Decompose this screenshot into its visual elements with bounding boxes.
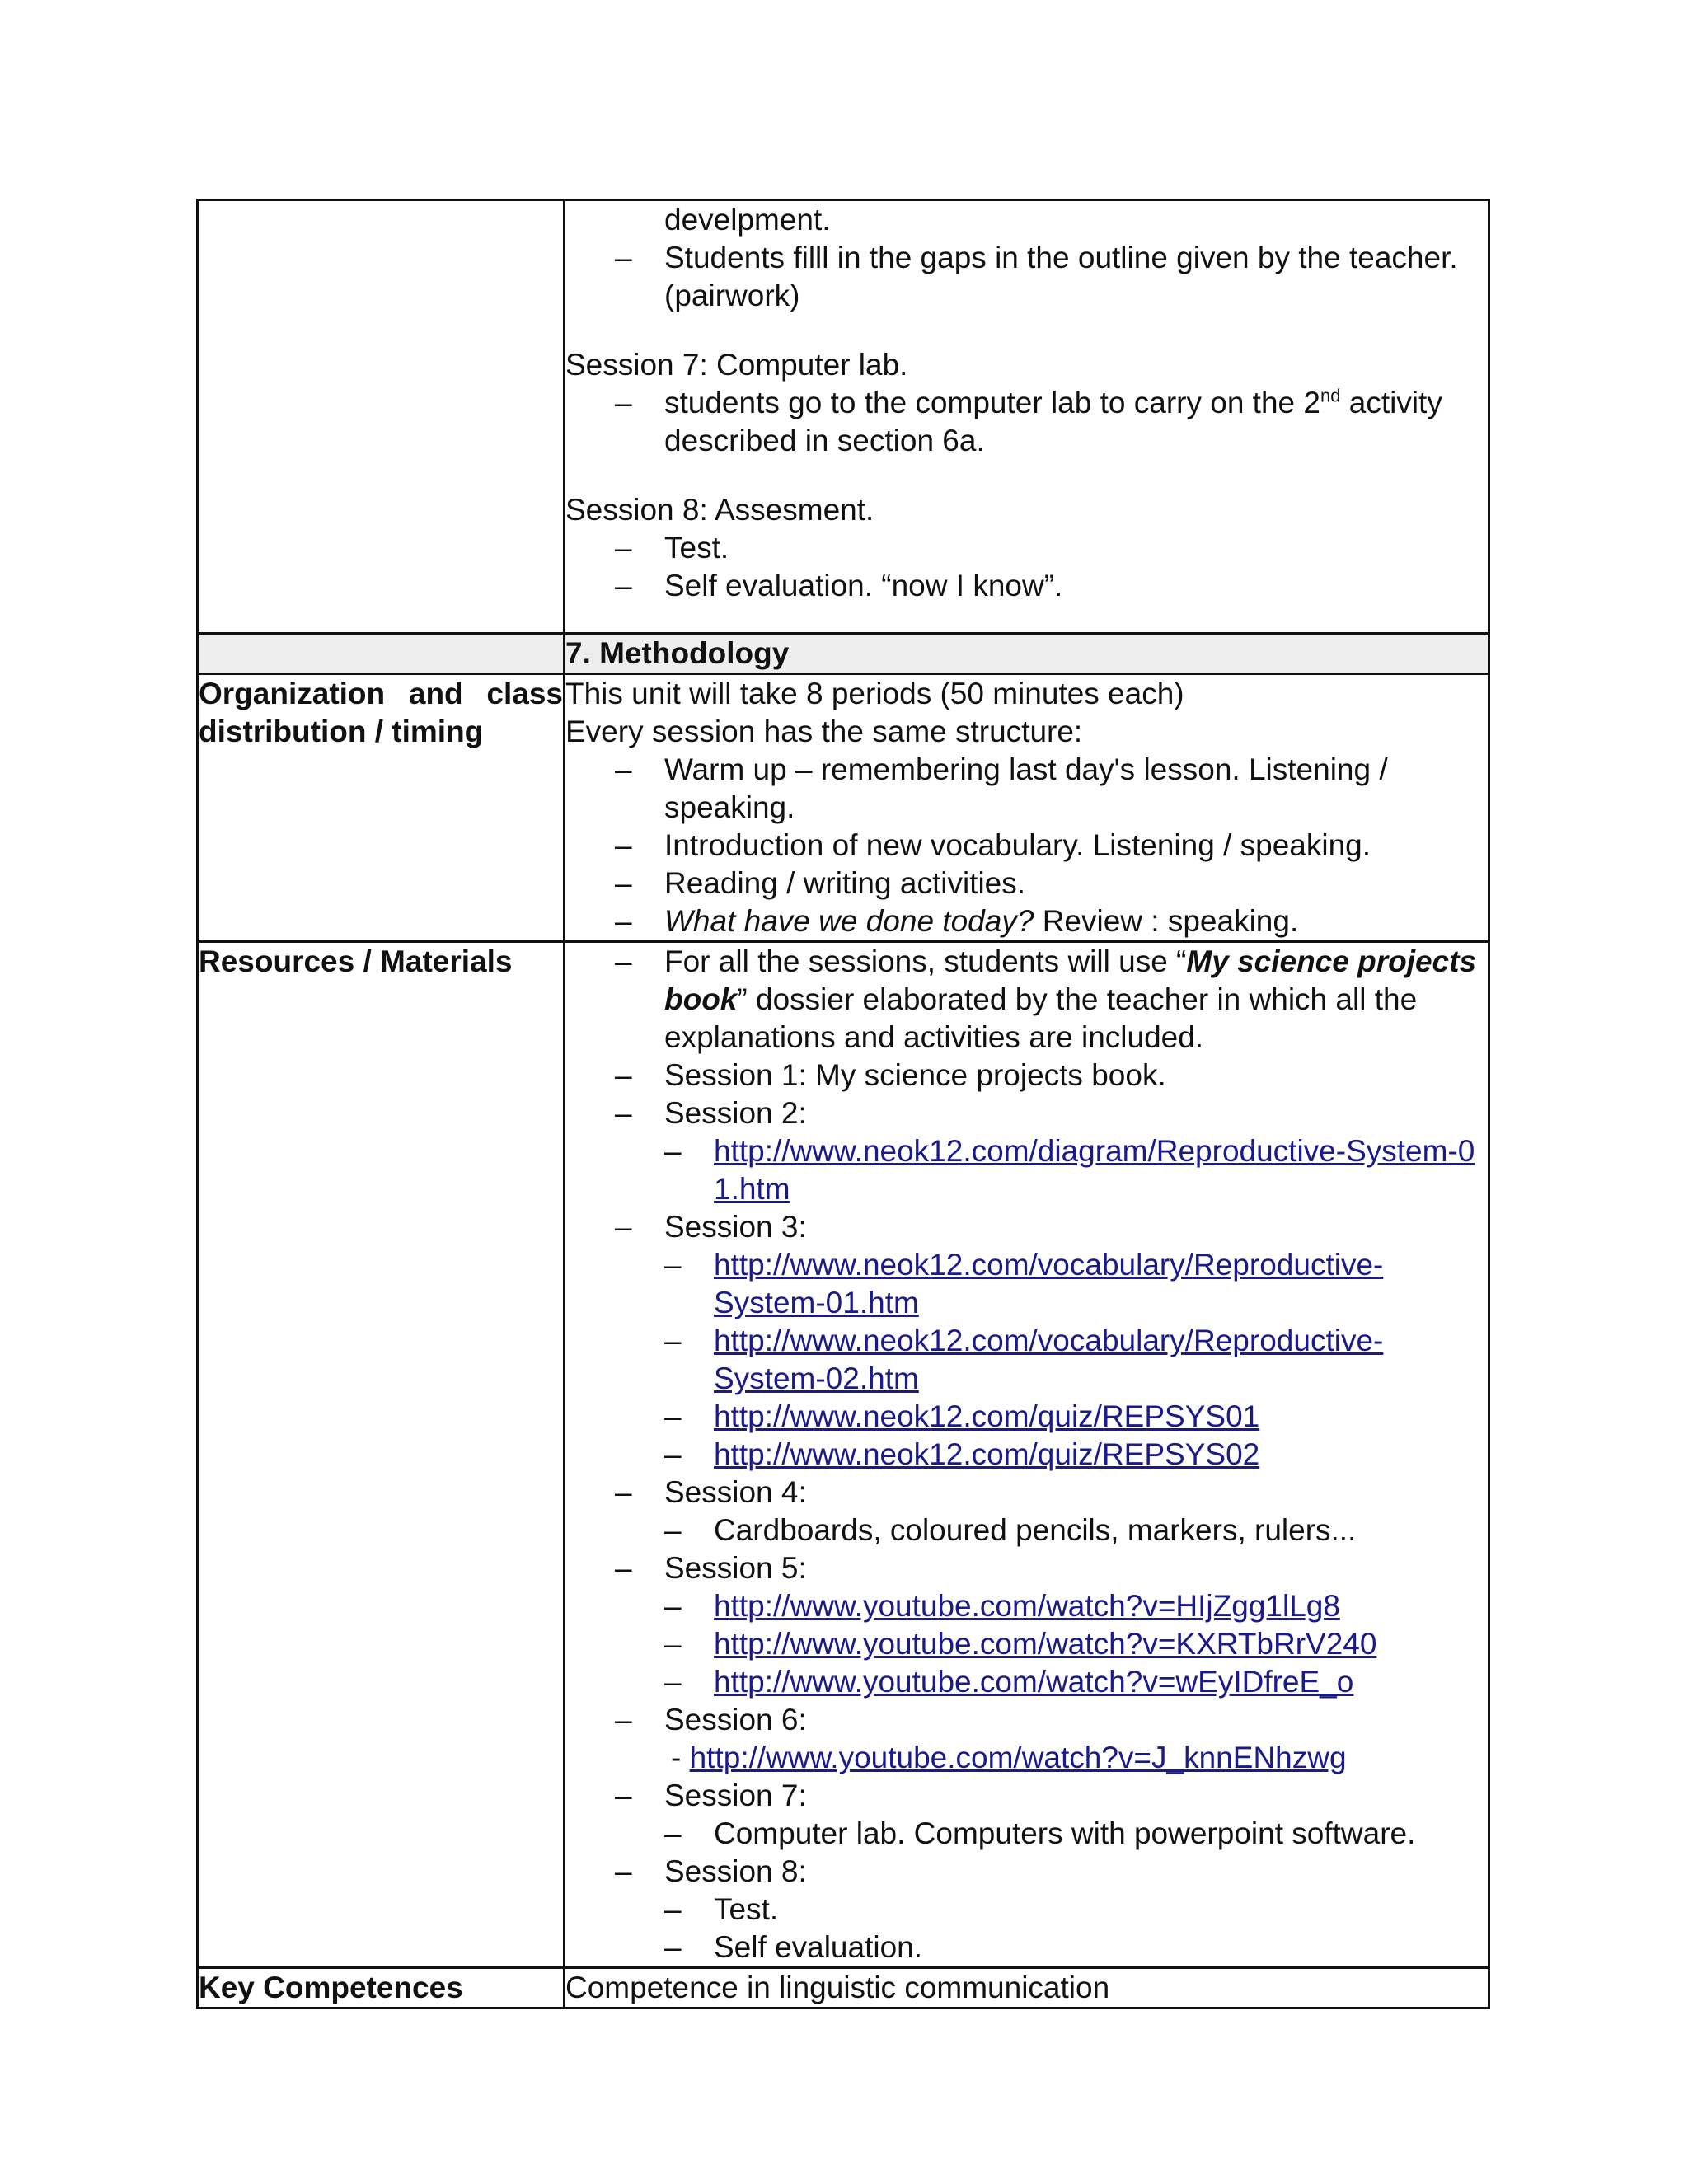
- sessions-label-cell: [199, 201, 565, 632]
- sub-list-item: – http://www.neok12.com/vocabulary/Reproductive-System-02.htm: [664, 1324, 1384, 1395]
- list-item: – Session 8:: [615, 1854, 807, 1888]
- list-item: – Self evaluation. “now I know”.: [615, 569, 1063, 602]
- list-item: – Introduction of new vocabulary. Listening / speaking.: [615, 828, 1371, 862]
- key-competences-label: Key Competences: [199, 1969, 565, 2007]
- resource-link[interactable]: http://www.neok12.com/vocabulary/Reproductive-System-01.htm: [714, 1248, 1384, 1319]
- resources-label: Resources / Materials: [199, 943, 565, 1966]
- list-item: – Session 6:: [615, 1703, 807, 1736]
- sub-list-item: – Self evaluation.: [664, 1930, 923, 1964]
- list-item: – Session 7:: [615, 1779, 807, 1812]
- sessions-content-cell: [565, 201, 1488, 632]
- sub-list-item: – http://www.neok12.com/quiz/REPSYS01: [664, 1399, 1260, 1433]
- resource-link[interactable]: http://www.neok12.com/quiz/REPSYS01: [714, 1399, 1260, 1433]
- resources-content: [565, 943, 1488, 1966]
- list-item: – Session 5:: [615, 1551, 807, 1585]
- sub-list-item: – http://www.youtube.com/watch?v=KXRTbRrV240: [664, 1627, 1377, 1661]
- list-item: – students go to the computer lab to carry on the 2nd activity described in section 6a.: [615, 385, 1442, 457]
- sessions-row: [199, 201, 1488, 635]
- sub-list-item: – http://www.neok12.com/diagram/Reproductive-System-01.htm: [664, 1134, 1475, 1206]
- session-8-heading: Session 8: Assesment.: [565, 493, 874, 527]
- methodology-header-label-cell: [199, 635, 565, 673]
- sub-list-item: – Test.: [664, 1892, 779, 1926]
- session-6-link-line: - http://www.youtube.com/watch?v=J_knnENhzwg: [671, 1741, 1347, 1774]
- sub-list-item: – http://www.youtube.com/watch?v=wEyIDfreE_o: [664, 1665, 1354, 1699]
- organization-content: This unit will take 8 periods (50 minutes each) Every session has the same structure: – Warm up – remembering last day's lesson. Listening / speaking. – Introduction of new vocabulary. Listening / speaking. – Reading / writing activities. – What have we done today? Review : speaking.: [565, 675, 1488, 940]
- key-competences-value: Competence in linguistic communication: [565, 1971, 1110, 2004]
- methodology-header: 7. Methodology: [565, 635, 1488, 673]
- methodology-header-row: [199, 635, 1488, 675]
- list-item: – Session 3:: [615, 1210, 807, 1244]
- lesson-plan-table: [196, 199, 1490, 2009]
- list-item: – Students filll in the gaps in the outline given by the teacher. (pairwork): [615, 241, 1458, 312]
- key-competences-row: [199, 1969, 1488, 2007]
- resource-link[interactable]: http://www.neok12.com/vocabulary/Reproductive-System-02.htm: [714, 1324, 1384, 1395]
- sub-list-item: – Computer lab. Computers with powerpoint software.: [664, 1816, 1416, 1850]
- list-item: – What have we done today? Review : speaking.: [615, 904, 1299, 938]
- list-item: – Warm up – remembering last day's lesson. Listening / speaking.: [615, 752, 1388, 824]
- resource-link[interactable]: http://www.neok12.com/quiz/REPSYS02: [714, 1437, 1260, 1471]
- sub-list-item: – http://www.youtube.com/watch?v=HIjZgg1lLg8: [664, 1589, 1340, 1623]
- list-item: – Session 4:: [615, 1475, 807, 1509]
- resource-link[interactable]: http://www.neok12.com/diagram/Reproductive-System-01.htm: [714, 1134, 1475, 1206]
- list-item: – Reading / writing activities.: [615, 866, 1026, 900]
- session-7-heading: Session 7: Computer lab.: [565, 348, 908, 382]
- resource-link[interactable]: http://www.youtube.com/watch?v=J_knnENhzwg: [689, 1741, 1347, 1774]
- list-item: – For all the sessions, students will use “My science projects book” dossier elaborated by the teacher in which all the explanations and activities are included.: [615, 944, 1477, 1054]
- organization-label: Organization and class distribution / timing: [199, 675, 565, 940]
- organization-row: [199, 675, 1488, 943]
- sub-list-item: – Cardboards, coloured pencils, markers, rulers...: [664, 1513, 1357, 1547]
- resource-link[interactable]: http://www.youtube.com/watch?v=wEyIDfreE_o: [714, 1665, 1354, 1699]
- resource-link[interactable]: http://www.youtube.com/watch?v=KXRTbRrV240: [714, 1627, 1377, 1661]
- resource-link[interactable]: http://www.youtube.com/watch?v=HIjZgg1lLg8: [714, 1589, 1340, 1623]
- list-item: – Session 2:: [615, 1096, 807, 1130]
- list-item: – Test.: [615, 531, 729, 565]
- continued-line: develpment.: [664, 203, 831, 237]
- sub-list-item: – http://www.neok12.com/quiz/REPSYS02: [664, 1437, 1260, 1471]
- list-item: – Session 1: My science projects book.: [615, 1058, 1166, 1092]
- resources-row: [199, 943, 1488, 1969]
- sub-list-item: – http://www.neok12.com/vocabulary/Reproductive-System-01.htm: [664, 1248, 1384, 1319]
